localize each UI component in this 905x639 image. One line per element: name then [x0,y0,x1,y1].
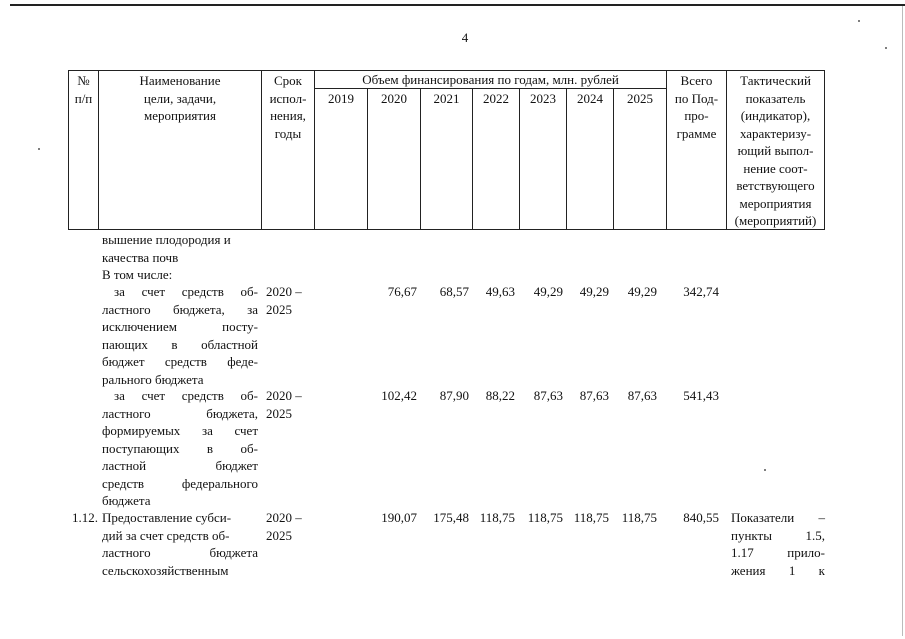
row-value-2020: 190,07 [381,510,417,525]
scan-right-edge [902,6,903,636]
row-name-line: ластного бюджета [102,545,258,560]
header-year-2021: 2021 [433,91,460,106]
row-name-line: Предоставление субси- [102,510,232,525]
row-name [102,509,258,579]
row-name-line: пающих в областной [102,336,258,352]
header-term [262,72,314,142]
row-term-line: 2020 – [266,388,302,403]
header-indicator-line: мероприятия [739,195,812,211]
continuation-line: В том числе: [102,267,173,282]
grid-vline [519,88,520,230]
header-total-line: Всего [680,73,713,88]
header-number-line: п/п [74,90,93,106]
row-value-2025: 49,29 [627,284,657,299]
header-total [667,72,726,142]
row-name-line: сельскохозяйственным [102,562,229,578]
row-term-line: 2020 – [266,284,302,299]
row-total: 840,55 [683,510,719,525]
continuation-text [102,231,260,284]
header-number-line: № [77,73,90,88]
scan-speck [885,47,887,49]
grid-vline [824,70,825,230]
header-term-line: нения, [270,108,306,123]
row-value-2021: 87,90 [439,388,469,403]
header-indicator-line: показатель [745,90,806,106]
row-term-line: 2025 [266,301,292,317]
row-term-line: 2020 – [266,510,302,525]
grid-vline [566,88,567,230]
grid-vline [472,88,473,230]
continuation-line: качества почв [102,249,179,265]
row-value-2020: 76,67 [387,284,417,299]
header-term-line: испол- [269,90,307,106]
header-term-line: Срок [274,73,302,88]
header-year-2019: 2019 [328,91,354,106]
row-value-2024: 118,75 [573,510,609,525]
row-name-line: бюджета [102,493,151,508]
header-indicator-line: характеризу- [739,125,812,141]
header-name-line: мероприятия [143,108,216,123]
row-term-line: 2025 [266,405,292,421]
row-name-line: рального бюджета [102,371,204,387]
row-name-line: поступающих в об- [102,440,258,456]
header-indicator-line: (мероприятий) [734,213,817,228]
grid-vline [420,88,421,230]
row-term-line: 2025 [266,527,292,543]
header-year-2022: 2022 [483,91,509,106]
header-name-line: цели, задачи, [143,90,217,106]
scan-top-border [10,4,905,6]
row-name-line: ластного бюджета, за [102,301,258,317]
row-name [102,283,258,388]
header-total-line: про- [684,108,709,123]
scan-speck [858,20,860,22]
header-term-line: годы [274,125,302,141]
row-name-line: исключением посту- [102,319,258,334]
row-name-line: за счет средств об- [114,388,258,403]
row-name-line: ластной бюджет [102,458,258,473]
header-year-2024: 2024 [577,91,603,106]
row-value-2023: 118,75 [527,510,563,525]
row-name [102,387,258,510]
row-value-2024: 87,63 [579,388,609,403]
row-value-2022: 49,63 [485,284,515,299]
row-value-2025: 87,63 [627,388,657,403]
row-value-2023: 87,63 [533,388,563,403]
header-year-2023: 2023 [530,91,556,106]
row-number: 1.12. [72,510,98,525]
row-name-line: средств федерального [102,475,258,491]
continuation-line: вышение плодородия и [102,232,231,247]
row-value-2021: 175,48 [433,510,469,525]
header-year-2025: 2025 [627,91,653,106]
row-name-line: дий за счет средств об- [102,527,230,543]
row-name-line: за счет средств об- [114,284,258,299]
page-number: 4 [461,30,469,45]
grid-vline [613,88,614,230]
row-indicator-line: пункты 1.5, [731,527,825,543]
grid-vline [367,88,368,230]
header-indicator-line: Тактический [740,73,811,88]
header-indicator-line: ющий выпол- [737,143,814,158]
row-term [266,387,314,422]
header-bottom-rule [68,229,825,230]
header-total-line: грамме [676,125,717,141]
header-indicator [727,72,824,230]
scan-speck [38,148,40,150]
header-indicator-line: ветствующего [736,178,815,193]
header-name [99,72,261,125]
row-total: 342,74 [683,284,719,299]
row-term [266,509,314,544]
header-indicator-line: нение соот- [743,160,808,176]
row-value-2023: 49,29 [533,284,563,299]
row-value-2024: 49,29 [579,284,609,299]
row-value-2021: 68,57 [439,284,469,299]
row-value-2022: 118,75 [479,510,515,525]
row-value-2025: 118,75 [621,510,657,525]
header-year-2020: 2020 [381,91,407,106]
row-name-line: бюджет средств феде- [102,354,258,369]
row-indicator-line: 1.17 прило- [731,545,825,560]
row-term [266,283,314,318]
header-number [69,72,98,107]
row-value-2022: 88,22 [485,388,515,403]
header-total-line: по Под- [674,90,719,106]
row-name-line: ластного бюджета, [102,405,258,421]
header-financing-group: Объем финансирования по годам, млн. рублей [362,72,619,87]
header-indicator-line: (индикатор), [740,108,811,123]
header-name-line: Наименование [139,73,221,88]
row-indicator-line: жения 1 к [731,562,825,578]
row-indicator-line: Показатели – [731,510,825,525]
scan-speck [764,469,766,471]
row-indicator [731,509,825,579]
row-total: 541,43 [683,388,719,403]
row-name-line: формируемых за счет [102,423,258,438]
row-value-2020: 102,42 [381,388,417,403]
